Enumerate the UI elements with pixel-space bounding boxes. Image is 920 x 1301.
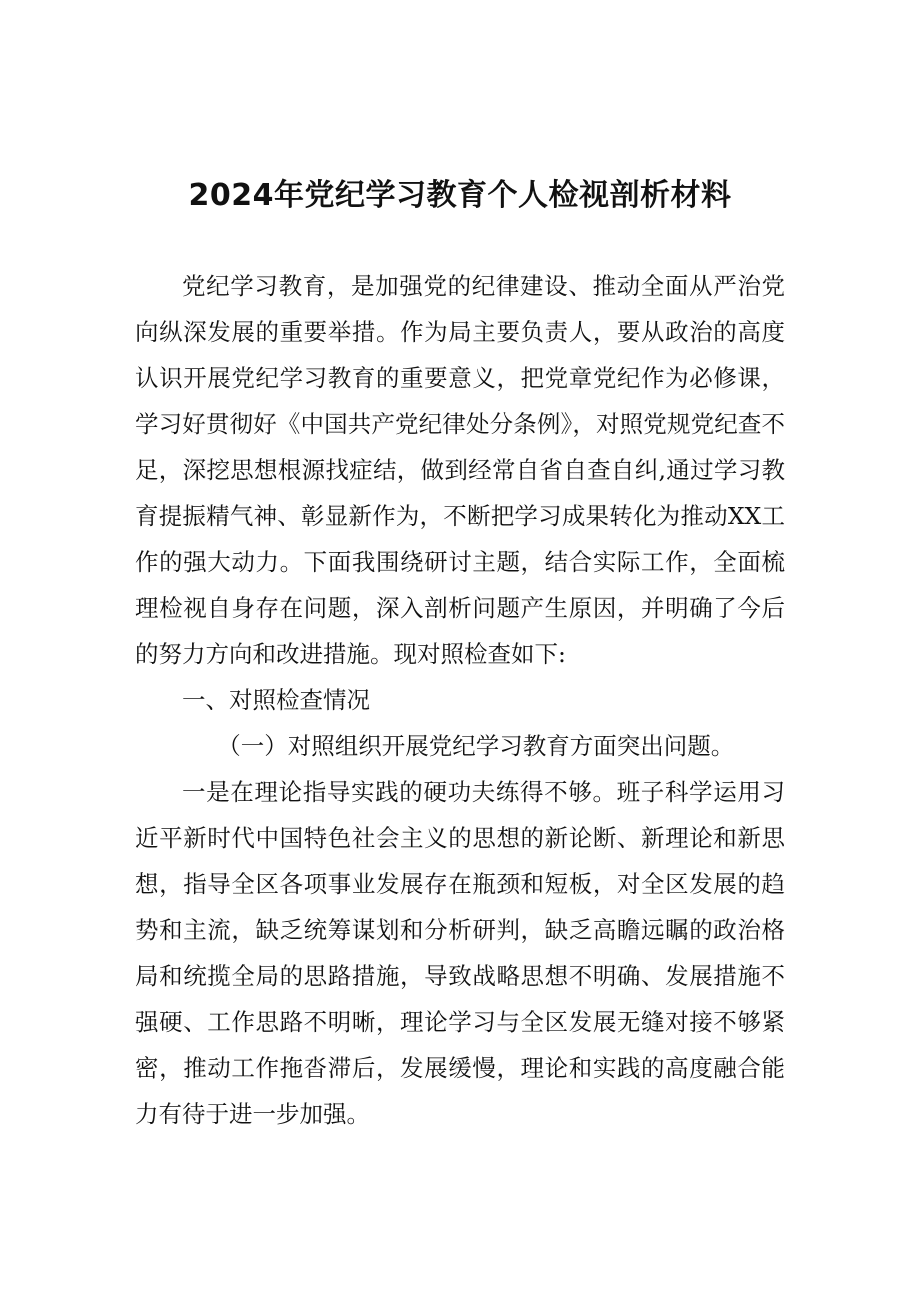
subsection-heading: （一）对照组织开展党纪学习教育方面突出问题。 [217, 732, 735, 760]
section-heading: 一、对照检查情况 [182, 686, 370, 714]
body-paragraph: 一是在理论指导实践的硬功夫练得不够。班子科学运用习近平新时代中国特色社会主义的思想的新论断、新理论和新思想，指导全区各项事业发展存在瓶颈和短板，对全区发展的趋势和主流，缺乏统筹谋划和分析研判，缺乏高瞻远瞩的政治格局和统揽全局的思路措施，导致战略思想不明确、发展措施不强硬、工作思路不明晰，理论学习与全区发展无缝对接不够紧密，推动工作拖沓滞后，发展缓慢，理论和实践的高度融合能力有待于进一步加强。 [135, 778, 785, 1128]
document-body [135, 263, 785, 1137]
intro-paragraph: 党纪学习教育，是加强党的纪律建设、推动全面从严治党向纵深发展的重要举措。作为局主要负责人，要从政治的高度认识开展党纪学习教育的重要意义，把党章党纪作为必修课，学习好贯彻好《中国共产党纪律处分条例》，对照党规党纪查不足，深挖思想根源找症结，做到经常自省自查自纠,通过学习教育提振精气神、彰显新作为，不断把学习成果转化为推动XX工作的强大动力。下面我围绕研讨主题，结合实际工作，全面梳理检视自身存在问题，深入剖析问题产生原因，并明确了今后的努力方向和改进措施。现对照检查如下: [135, 272, 785, 668]
document-title: 2024年党纪学习教育个人检视剖析材料 [188, 178, 732, 213]
